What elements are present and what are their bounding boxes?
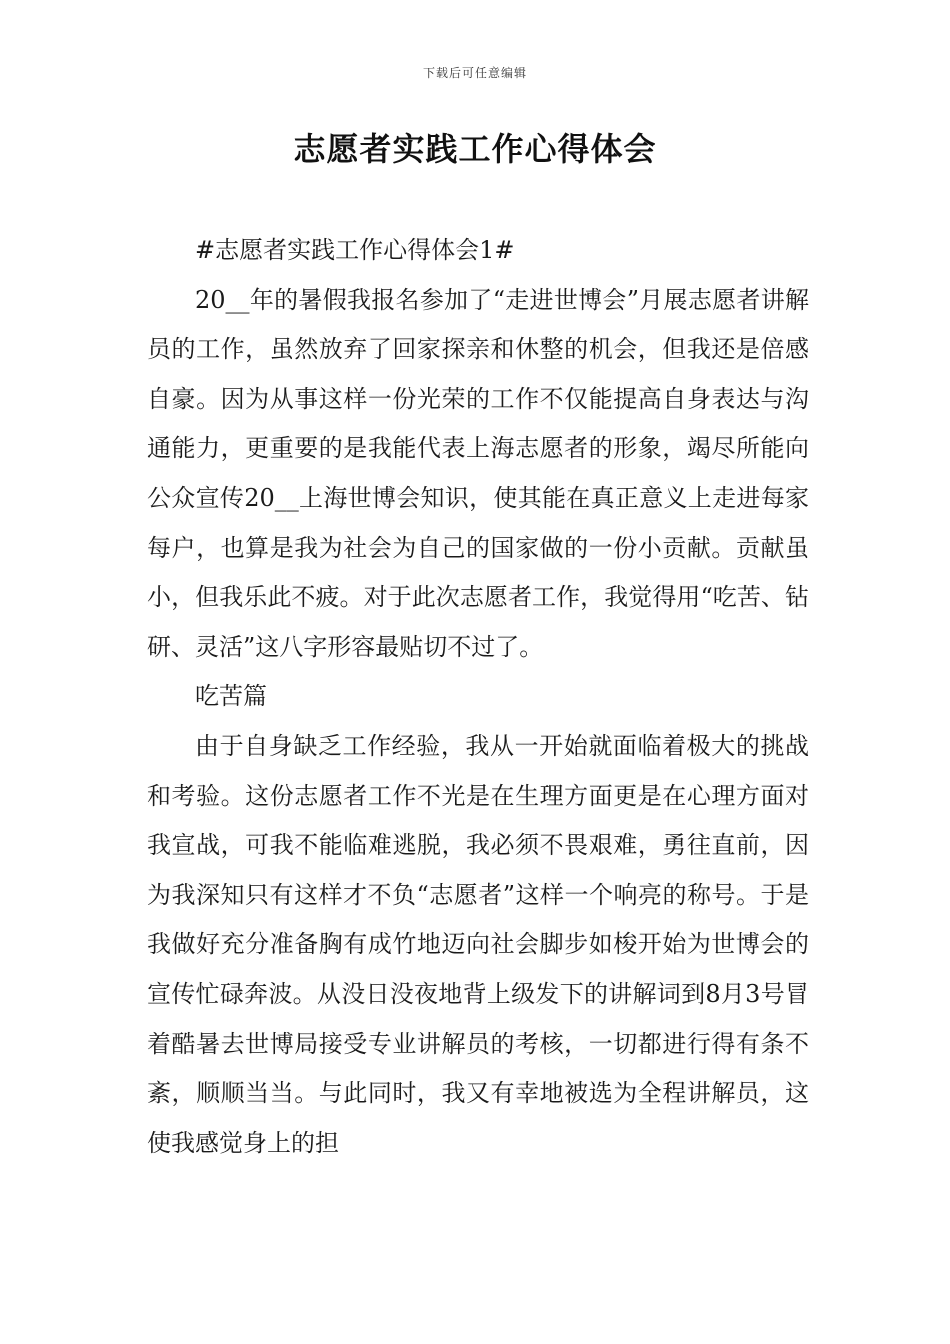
section-heading-1: #志愿者实践工作心得体会1# [195, 236, 515, 264]
section-heading-hardship: 吃苦篇 [195, 682, 267, 711]
document-title: 志愿者实践工作心得体会 [293, 130, 657, 168]
paragraph-intro: 20__年的暑假我报名参加了“走进世博会”月展志愿者讲解员的工作，虽然放弃了回家探亲和休整的机会，但我还是倍感自豪。因为从事这样一份光荣的工作不仅能提高自身表达与沟通能力，更重要的是我能代表上海志愿者的形象，竭尽所能向公众宣传20__上海世博会知识，使其能在真正意义上走进每家每户，也算是我为社会为自己的国家做的一份小贡献。贡献虽小，但我乐此不疲。对于此次志愿者工作，我觉得用“吃苦、钻研、灵活”这八字形容最贴切不过了。 [147, 285, 809, 661]
paragraph-hardship: 由于自身缺乏工作经验，我从一开始就面临着极大的挑战和考验。这份志愿者工作不光是在生理方面更是在心理方面对我宣战，可我不能临难逃脱，我必须不畏艰难，勇往直前，因为我深知只有这样才不负“志愿者”这样一个响亮的称号。于是我做好充分准备胸有成竹地迈向社会脚步如梭开始为世博会的宣传忙碌奔波。从没日没夜地背上级发下的讲解词到8月3号冒着酷暑去世博局接受专业讲解员的考核，一切都进行得有条不紊，顺顺当当。与此同时，我又有幸地被选为全程讲解员，这使我感觉身上的担 [147, 731, 809, 1157]
page-header-note: 下载后可任意编辑 [422, 66, 527, 80]
document-body [147, 226, 809, 1168]
